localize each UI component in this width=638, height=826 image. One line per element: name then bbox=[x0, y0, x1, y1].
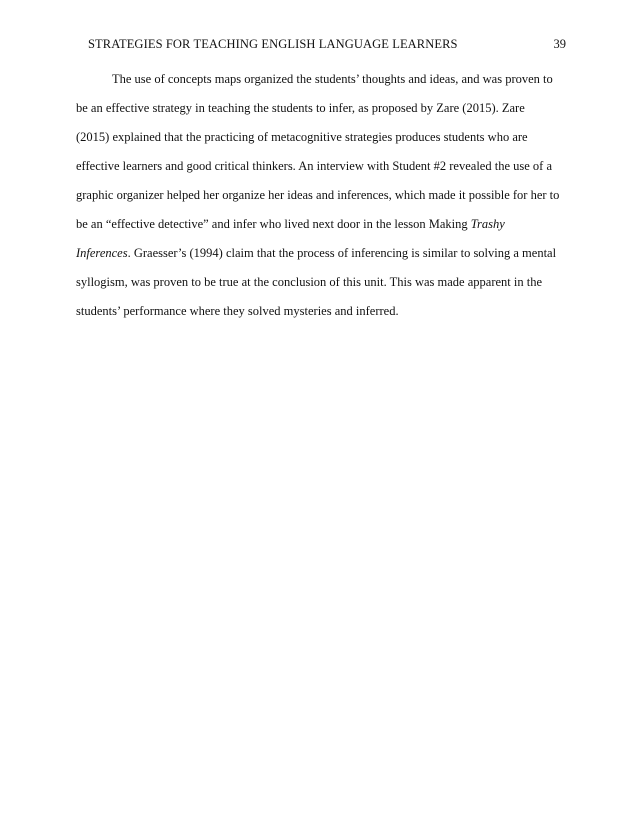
paragraph-line-3: (2015) explained that the practicing of metacognitive strategies produces students who are bbox=[76, 130, 528, 144]
paragraph-line-6-text: be an “effective detective” and infer who lived next door in the lesson Making bbox=[76, 217, 468, 231]
paragraph-line-9: students’ performance where they solved mysteries and inferred. bbox=[76, 304, 399, 318]
paragraph-line-6 bbox=[76, 214, 505, 234]
paragraph-line-4: effective learners and good critical thinkers. An interview with Student #2 revealed the use of a bbox=[76, 159, 552, 173]
page-number: 39 bbox=[553, 37, 566, 51]
italic-title-part-1: Trashy bbox=[470, 217, 505, 231]
paragraph-line-2: be an effective strategy in teaching the students to infer, as proposed by Zare (2015). Zare bbox=[76, 101, 525, 115]
paragraph-line-5: graphic organizer helped her organize her ideas and inferences, which made it possible for her to bbox=[76, 188, 560, 202]
italic-title-part-2: Inferences bbox=[76, 246, 128, 260]
paragraph-line-7 bbox=[76, 243, 556, 263]
paragraph-line-7-text: . Graesser’s (1994) claim that the process of inferencing is similar to solving a mental bbox=[127, 246, 557, 260]
running-head: STRATEGIES FOR TEACHING ENGLISH LANGUAGE LEARNERS bbox=[88, 37, 458, 51]
paragraph-line-1: The use of concepts maps organized the students’ thoughts and ideas, and was proven to bbox=[112, 72, 553, 86]
paragraph-line-8: syllogism, was proven to be true at the conclusion of this unit. This was made apparent in the bbox=[76, 275, 542, 289]
